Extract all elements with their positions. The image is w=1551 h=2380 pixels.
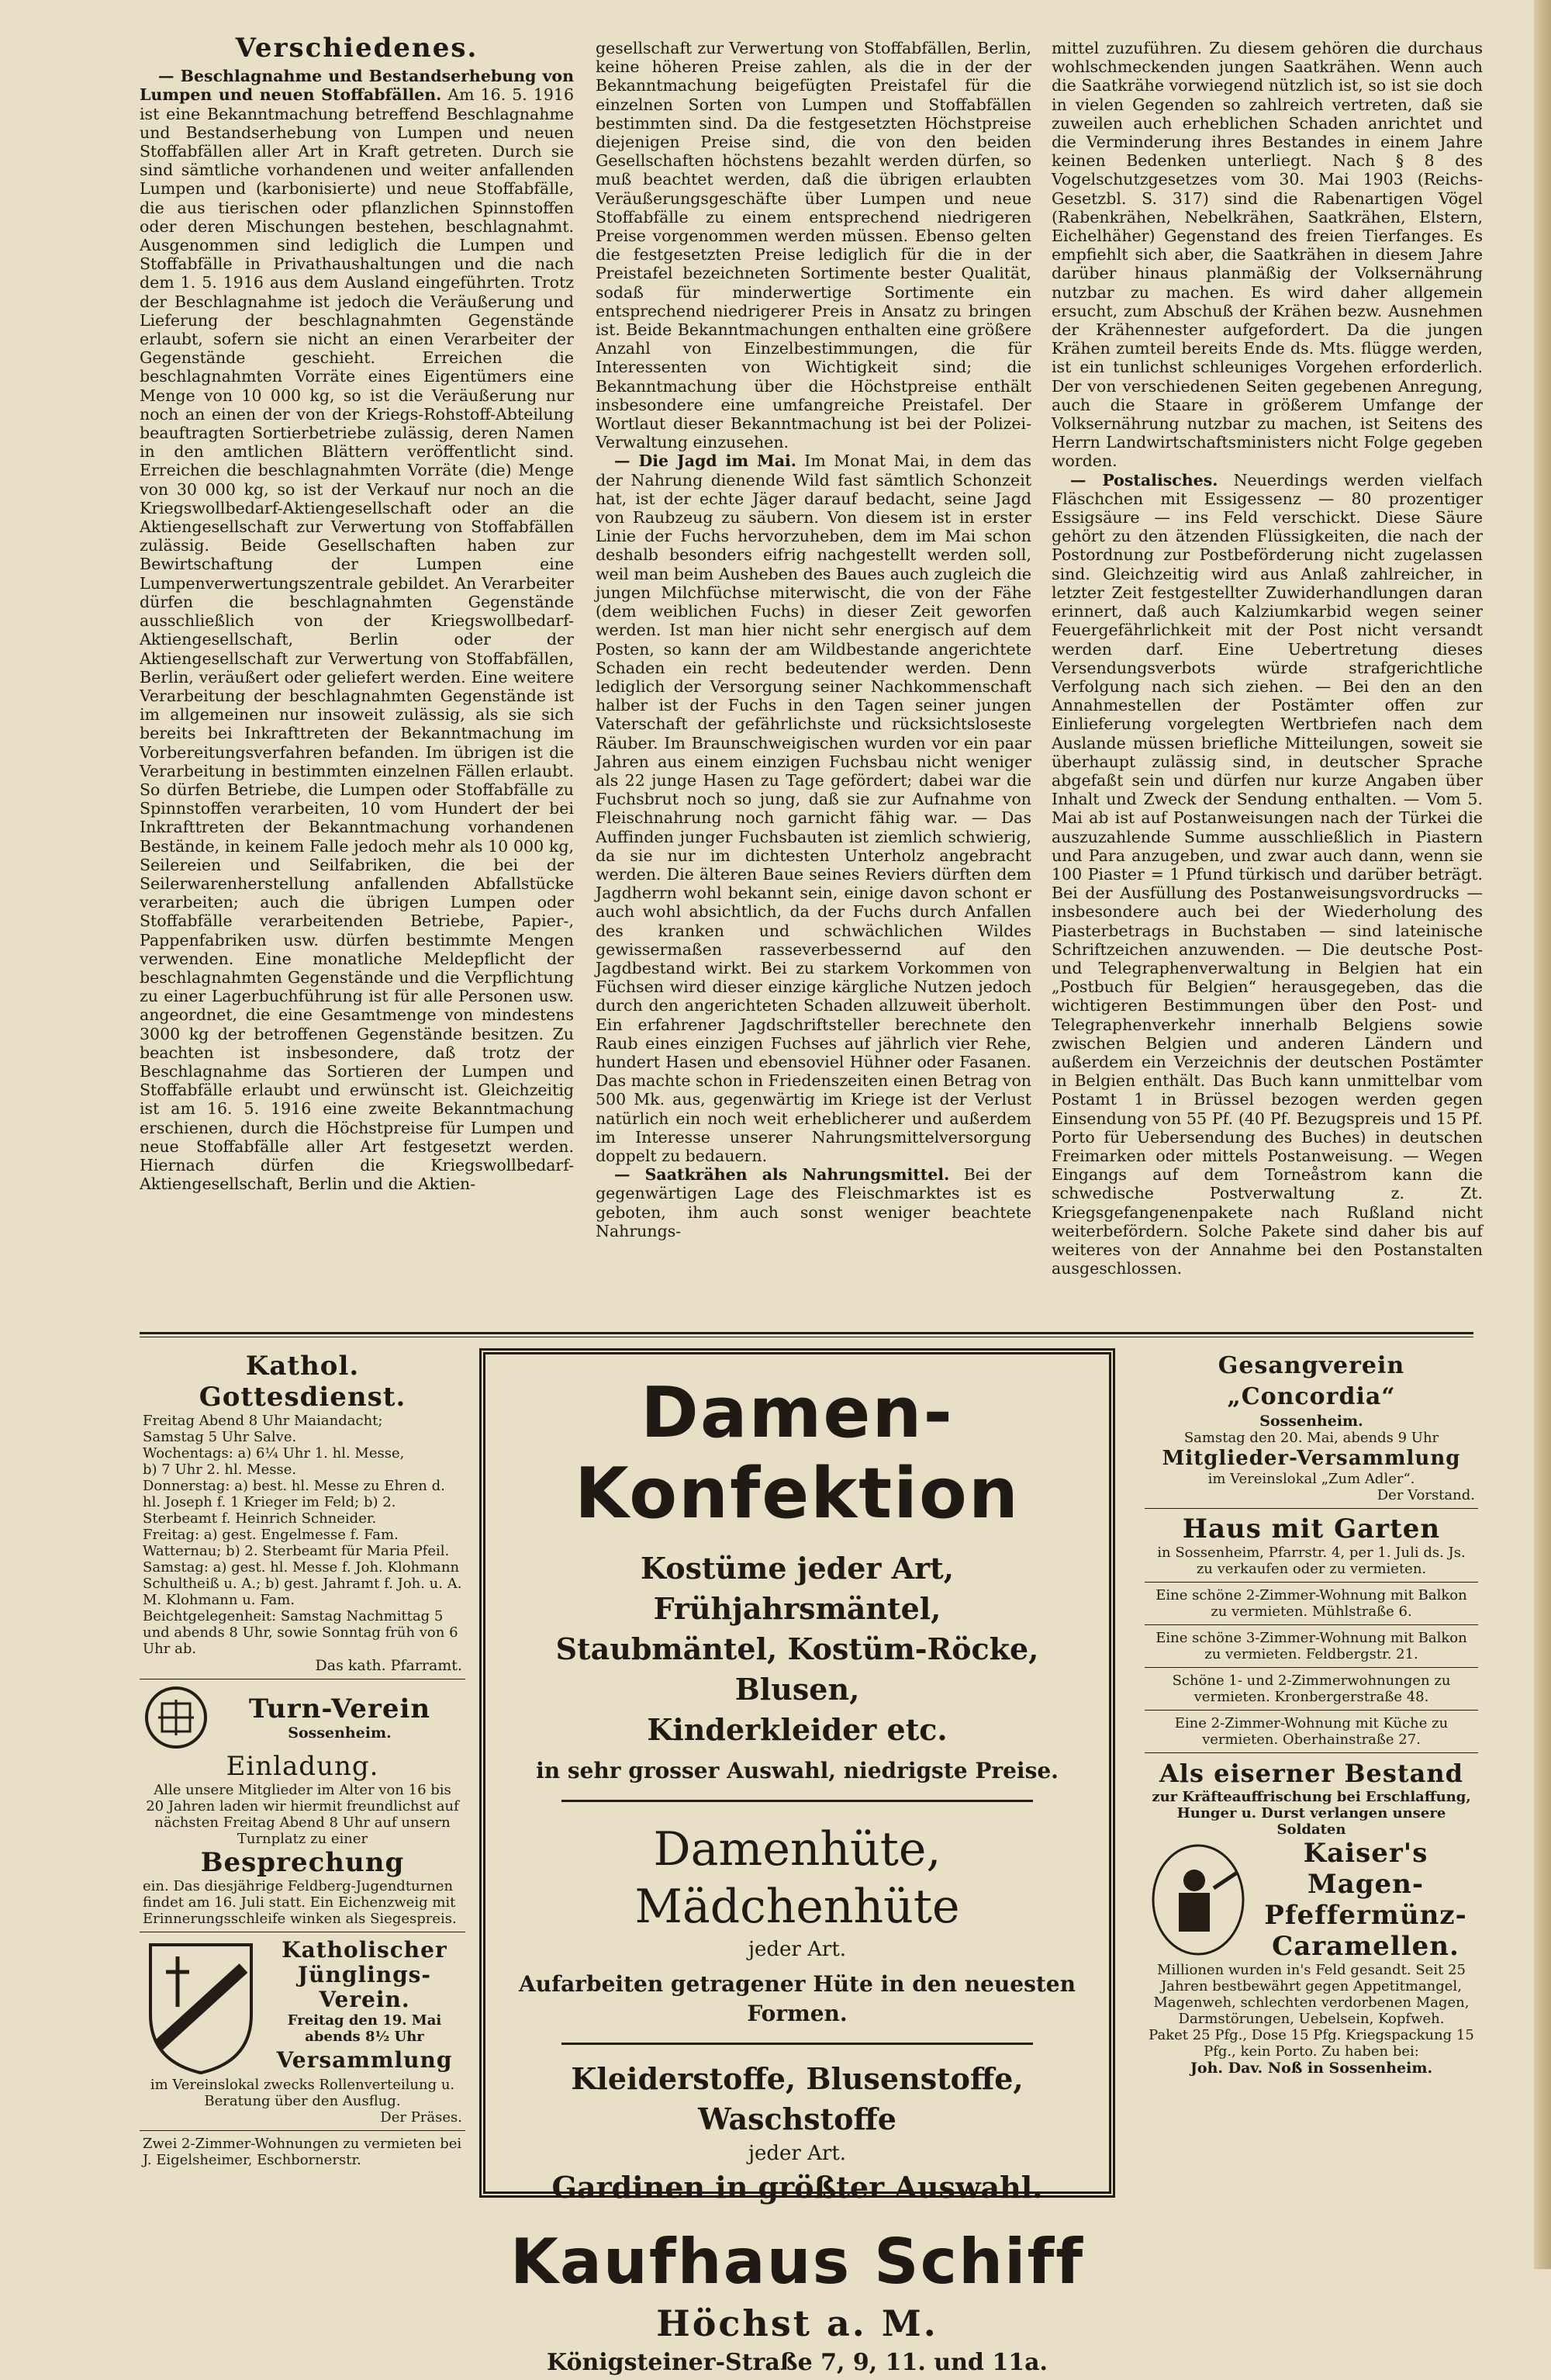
ad-kath-line: Freitag: a) gest. Engelmesse f. Fam. Watternau; b) 2. Sterbeamt für Maria Pfeil. [143, 1527, 450, 1559]
ad-concordia-signature: Der Vorstand. [1377, 1487, 1475, 1503]
ad-main-street: Königsteiner-Straße 7, 9, 11. und 11a. [547, 2349, 1048, 2376]
ad-kath-line: Samstag 5 Uhr Salve. [143, 1429, 297, 1445]
ad-kath-line: Samstag: a) gest. hl. Messe f. Joh. Klohmann Schultheiß u. A.; b) gest. Jahramt f. Joh. u. A. M. Klohmann u. Fam. [143, 1559, 462, 1608]
ad-kaiser-title: Als eiserner Bestand [1159, 1759, 1464, 1788]
ad-kath-signature: Das kath. Pfarramt. [315, 1657, 462, 1674]
ad-main-hats: Damenhüte, Mädchenhüte [634, 1822, 960, 1934]
ad-main-line3: Kinderkleider etc. [647, 1712, 948, 1747]
ad-turn-text: Alle unsere Mitglieder im Alter von 16 bis 20 Jahren laden wir hiermit freundlichst auf nächsten Freitag Abend 8 Uhr auf unsern Turnplatz zu einer [146, 1782, 459, 1847]
ad-small-4: Eine 2-Zimmer-Wohnung mit Küche zu vermieten. Oberhainstraße 27. [1145, 1710, 1478, 1752]
ad-main-line2: Staubmäntel, Kostüm-Röcke, Blusen, [555, 1631, 1039, 1707]
article-jagd [596, 451, 1031, 1165]
shield-emblem-icon [143, 1937, 259, 2077]
ad-main-divider [561, 1800, 1033, 1802]
article-lumpen-body: Am 16. 5. 1916 ist eine Bekanntmachung betreffend Beschlagnahme und Bestandserhebung von Lumpen und neuen Stoffabfällen aller Art in Kraft getreten. Durch sie sind sämtliche vorhandenen und weiter anfallenden Lumpen und (karbonisierte) und neue Stoffabfälle, die aus tierischen oder pflanzlichen Spinnstoffen oder deren Mischungen bestehen, beschlagnahmt. Ausgenommen sind lediglich die Lumpen und Stoffabfälle in Privathaushaltungen und die nach dem 1. 5. 1916 aus dem Ausland eingeführten. Trotz der Beschlagnahme ist jedoch die Veräußerung und Lieferung der beschlagnahmten Gegenstände erlaubt, sofern sie nicht an einen Verarbeiter der Gegenstände geschieht. Erreichen die beschlagnahmten Vorräte eines Eigentümers eine Menge von 10 000 kg, so ist die Veräußerung nur noch an einen der von der Kriegs-Rohstoff-Abteilung beauftragten Sortierbetriebe zulässig, deren Namen in den amtlichen Blättern veröffentlicht sind. Erreichen die beschlagnahmten Vorräte (die) Menge von 30 000 kg, so ist der Verkauf nur noch an die Kriegswollbedarf-Aktiengesellschaft oder an die Aktiengesellschaft zur Verwertung von Stoffabfällen zulässig. Beide Gesellschaften haben zur Bewirtschaftung der Lumpen eine Lumpenverwertungszentrale gebildet. An Verarbeiter dürfen die beschlagnahmten Gegenstände ausschließlich von der Kriegswollbedarf-Aktiengesellschaft, Berlin oder der Aktiengesellschaft zur Verwertung von Stoffabfällen, Berlin, veräußert oder geliefert werden. Eine weitere Verarbeitung der beschlagnahmten Gegenstände ist im allgemeinen nur insoweit zulässig, als sie sich bereits bei Inkrafttreten der Bekanntmachung im Vorbereitungsverfahren befanden. Im übrigen ist die Verarbeitung in bestimmten einzelnen Fällen erlaubt. So dürfen Betriebe, die Lumpen oder Stoffabfälle zu Spinnstoffen verarbeiten, 10 vom Hundert der bei Inkrafttreten der Bekanntmachung vorhandenen Bestände, in keinem Falle jedoch mehr als 10 000 kg, Seilereien und Seilfabriken, die bei der Seilerwarenherstellung anfallenden Abfallstücke verarbeiten; auch die übrigen Lumpen oder Stoffabfälle verarbeitenden Betriebe, Papier-, Pappenfabriken usw. dürfen bestimmte Mengen verwenden. Eine monatliche Meldepflicht der beschlagnahmten Gegenstände und die Verpflichtung zu einer Lagerbuchführung ist für alle Personen usw. angeordnet, die eine Gesamtmenge von mindestens 3000 kg der betroffenen Gegenstände besitzen. Zu beachten ist insbesondere, daß trotz der Beschlagnahme das Sortieren der Lumpen und Stoffabfälle erlaubt und erwünscht ist. Gleichzeitig ist am 16. 5. 1916 eine zweite Bekanntmachung erschienen, durch die Höchstpreise für Lumpen und neue Stoffabfälle aller Art festgesetzt werden. Hiernach dürfen die Kriegswollbedarf-Aktiengesellschaft, Berlin und die Aktien- [140, 85, 575, 1194]
article-lumpen [140, 67, 574, 1193]
ad-kath-line: b) 7 Uhr 2. hl. Messe. [143, 1462, 297, 1478]
ad-main-line1: Kostüme jeder Art, Frühjahrsmäntel, [641, 1551, 954, 1626]
ad-haus-text: in Sossenheim, Pfarrstr. 4, per 1. Juli ds. Js. zu verkaufen oder zu vermieten. [1157, 1545, 1466, 1577]
ad-kath-line: Freitag Abend 8 Uhr Maiandacht; [143, 1413, 383, 1429]
ad-kaiser-product2: Pfeffermünz- [1264, 1900, 1467, 1931]
ad-kath-gottesdienst [140, 1346, 465, 1679]
ad-kaiser-text: Millionen wurden in's Feld gesandt. Seit 25 Jahren bestbewährt gegen Appetitmangel, Magenweh, schlechten verdorbenen Magen, Darmstörungen, Uebelsein, Kopfweh. [1153, 1962, 1470, 2027]
article-lumpen-headline: — Beschlagnahme und Bestandserhebung von Lumpen und neuen Stoffabfällen. [140, 67, 574, 105]
article-column-1 [140, 33, 575, 1194]
ads-right-column [1145, 1346, 1478, 2081]
ad-kaiser [1145, 1752, 1478, 2081]
ad-kath-line: Wochentags: a) 6¼ Uhr 1. hl. Messe, [143, 1445, 405, 1462]
ad-concordia-place: Sossenheim. [1259, 1413, 1363, 1430]
page-edge [1534, 0, 1551, 2269]
ad-haus [1145, 1508, 1478, 1582]
ad-main-divider [561, 2043, 1033, 2045]
section-title: Verschiedenes. [235, 33, 478, 64]
article-postalisches-body: Neuerdings werden vielfach Fläschchen mit Essigessenz — 80 prozentiger Essigsäure — ins Feld verschickt. Diese Säure gehört zu den ätzenden Flüssigkeiten, die nach der Postordnung zur Postbeförderung nicht zugelassen sind. Gleichzeitig wird aus Anlaß zahlreicher, in letzter Zeit festgestellter Zuwiderhandlungen daran erinnert, daß auch Kalziumkarbid wegen seiner Feuergefährlichkeit mit der Post nicht versandt werden darf. Eine Uebertretung dieses Versendungsverbots würde strafgerichtliche Verfolgung nach sich ziehen. — Bei den an den Annahmestellen der Postämter offen zur Einlieferung vorgelegten Wertbriefen nach dem Auslande müssen briefliche Mitteilungen, soweit sie überhaupt zulässig sind, in deutscher Sprache abgefaßt sein und dürfen nur kurze Angaben über Inhalt und Zweck der Sendung enthalten. — Vom 5. Mai ab ist auf Postanweisungen nach der Türkei die auszuzahlende Summe ausschließlich in Piastern und Para anzugeben, und zwar auch dann, wenn sie 100 Piaster = 1 Pfund türkisch und darüber beträgt. Bei der Ausfüllung des Postanweisungsvordrucks — insbesondere auch bei der Wiederholung des Piasterbetrags in Buchstaben — sind lateinische Schriftzeichen anzuwenden. — Die deutsche Post- und Telegraphenverwaltung in Belgien hat ein „Postbuch für Belgien“ herausgegeben, das die wichtigeren Bestimmungen über den Post- und Telegraphenverkehr innerhalb Belgiens sowie zwischen Belgien und anderen Ländern und außerdem ein Verzeichnis der deutschen Postämter in Belgien enthält. Das Buch kann unmittelbar vom Postamt 1 in Brüssel bezogen werden gegen Einsendung von 55 Pf. (40 Pf. Bezugspreis und 15 Pf. Porto für Uebersendung des Buches) in deutschen Freimarken oder mittels Postanweisung. — Wegen Eingangs auf dem Torneåstrom kann die schwedische Postverwaltung z. Zt. Kriegsgefangenenpakete nach Rußland nicht weiterbefördern. Solche Pakete sind daher bis auf weiteres von der Annahme bei den Postanstalten ausgeschlossen. [1052, 470, 1483, 1278]
ad-main-line4: in sehr grosser Auswahl, niedrigste Preise. [536, 1758, 1059, 1783]
ad-kaiser-dealer: Joh. Dav. Noß in Sossenheim. [1190, 2060, 1433, 2077]
article-jagd-body: Im Monat Mai, in dem das der Nahrung dienende Wild fast sämtlich Schonzeit hat, ist der echte Jäger darauf bedacht, seine Jagd von Raubzeug zu säubern. Von diesem ist in erster Linie der Fuchs hervorzuheben, dem im Mai schon deshalb besonders eifrig nachgestellt werden soll, weil man beim Ausheben des Baues auch zugleich die jungen Milchfüchse miterwischt, die von der Fähe (dem weiblichen Fuchs) in dieser Zeit geworfen werden. Ist man hier nicht sehr energisch auf dem Posten, so kann der am Wildbestande angerichtete Schaden ein recht bedeutender werden. Denn lediglich der Versorgung seiner Nachkommenschaft halber ist der Fuchs in den Tagen seiner jungen Vaterschaft der gefährlichste und rücksichtsloseste Räuber. Im Braunschweigischen wurden vor ein paar Jahren aus einem einzigen Fuchsbau nicht weniger als 22 junge Hasen zu Tage gefördert; dabei war die Fuchsbrut noch so jung, daß sie zur Aufnahme von Fleischnahrung noch garnicht fähig war. — Das Auffinden junger Fuchsbauten ist ziemlich schwierig, da sie nur im dichtesten Unterholz angebracht werden. Die älteren Baue seines Reviers dürften dem Jagdherrn wohl bekannt sein, einige davon schont er auch wohl absichtlich, da der Fuchs durch Anfallen des kranken und schwächlichen Wildes gewissermaßen rasseverbessernd auf den Jagdbestand wirkt. Bei zu starkem Vorkommen von Füchsen wird dieser einzige kärgliche Nutzen jedoch durch den angerichteten Schaden allzuweit überholt. Ein erfahrener Jagdschriftsteller berechnete den Raub eines einzigen Fuchses auf jährlich vier Rehe, hundert Hasen und ebensoviel Hühner oder Fasanen. Das machte schon in Friedenszeiten einen Betrag von 500 Mk. aus, gegenwärtig im Kriege ist der Verlust natürlich ein noch weit erheblicherer und außerdem im Interesse unserer Nahrungsmittelversorgung doppelt zu bedauern. [596, 451, 1031, 1165]
kaiser-illustration-icon [1148, 1842, 1249, 1958]
ad-main-title: Damen-Konfektion [575, 1372, 1020, 1534]
ad-kaiser-product1: Magen- [1307, 1869, 1424, 1900]
ad-jugend-event: Versammlung [276, 2047, 453, 2073]
ad-turn-invite: Einladung. [226, 1751, 379, 1782]
divider-rule [140, 1332, 1473, 1334]
ad-kath-line: Beichtgelegenheit: Samstag Nachmittag 5 und abends 8 Uhr, sowie Sonntag früh von 6 Uhr ab. [143, 1608, 458, 1657]
ad-haus-title: Haus mit Garten [1182, 1513, 1441, 1545]
ad-turn-title: Turn-Verein [248, 1693, 431, 1724]
ad-concordia-loc: im Vereinslokal „Zum Adler“. [1207, 1471, 1415, 1487]
ad-main-any2: jeder Art. [748, 2142, 847, 2165]
ad-main-city: Höchst a. M. [656, 2302, 938, 2344]
ad-juenglingsverein [140, 1932, 465, 2130]
ad-jugend-signature: Der Präses. [380, 2109, 462, 2126]
article-column-2 [596, 39, 1031, 1240]
article-column-3 [1052, 39, 1483, 1278]
article-jagd-headline: — Die Jagd im Mai. [614, 451, 796, 471]
turnverein-emblem-icon [143, 1684, 209, 1751]
ad-jugend-text: im Vereinslokal zwecks Rollenverteilung u. Beratung über den Ausflug. [150, 2077, 455, 2109]
ad-turnverein [140, 1679, 465, 1932]
ad-concordia [1145, 1346, 1478, 1508]
article-saatkraehen-headline: — Saatkrähen als Nahrungsmittel. [614, 1165, 950, 1185]
ad-main-hats2: Aufarbeiten getragener Hüte in den neuesten Formen. [519, 1971, 1076, 2026]
ad-turn-text2: ein. Das diesjährige Feldberg-Jugendturnen findet am 16. Juli statt. Ein Eichenzweig mit Erinnerungsschleife winken als Siegespreis. [143, 1878, 457, 1927]
ad-kaiser-price: Paket 25 Pfg., Dose 15 Pfg. Kriegspackung 15 Pfg., kein Porto. Zu haben bei: [1149, 2027, 1474, 2060]
ad-kath-title: Kathol. Gottesdienst. [199, 1351, 406, 1413]
article-lumpen-cont: gesellschaft zur Verwertung von Stoffabfällen, Berlin, keine höheren Preise zahlen, als die in der der Bekanntmachung beigefügten Preistafel für die einzelnen Sorten von Lumpen und Stoffabfällen bestimmten sind. Da die festgesetzten Höchstpreise diejenigen Preise sind, die von den beiden Gesellschaften höchstens bezahlt werden dürfen, so muß beachtet werden, daß die übrigen erlaubten Veräußerungsgeschäfte über Lumpen und neue Stoffabfälle zu einem entsprechend niedrigeren Preise vorgenommen werden müssen. Ebenso gelten die festgesetzten Preise lediglich für die in der Preistafel bezeichneten Sortimente bester Qualität, sodaß für minderwertige Sortimente ein entsprechend niedrigerer Preis in Ansatz zu bringen ist. Beide Bekanntmachungen enthalten eine größere Anzahl von Einzelbestimmungen, die für Interessenten von Wichtigkeit sind; die Bekanntmachung über die Höchstpreise enthält insbesondere eine umfangreiche Preistafel. Der Wortlaut dieser Bekanntmachung ist bei der Polizei-Verwaltung einzusehen. [596, 39, 1031, 452]
ad-main-any: jeder Art. [748, 1938, 847, 1961]
ad-turn-event: Besprechung [200, 1847, 405, 1878]
ad-main-curtains: Gardinen in größter Auswahl. [551, 2170, 1043, 2205]
ad-concordia-event: Mitglieder-Versammlung [1162, 1447, 1461, 1470]
ads-left-column [140, 1346, 465, 2173]
article-saatkraehen [596, 1165, 1031, 1240]
ad-kaiser-brand: Kaiser's [1303, 1838, 1428, 1869]
article-postalisches-headline: — Postalisches. [1070, 470, 1218, 489]
ad-concordia-date: Samstag den 20. Mai, abends 9 Uhr [1183, 1430, 1439, 1446]
ad-kaiser-sub: zur Kräfteauffrischung bei Erschlaffung, Hunger u. Durst verlangen unsere Soldaten [1152, 1789, 1471, 1838]
ad-kaiser-product3: Caramellen. [1272, 1931, 1459, 1962]
ad-small-1: Eine schöne 2-Zimmer-Wohnung mit Balkon zu vermieten. Mühlstraße 6. [1145, 1582, 1478, 1624]
ad-jugend-title: Katholischer Jünglings-Verein. [282, 1937, 447, 2012]
ad-kath-line: Donnerstag: a) best. hl. Messe zu Ehren d. hl. Joseph f. 1 Krieger im Feld; b) 2. Sterbeamt f. Heinrich Schneider. [143, 1478, 445, 1527]
ad-jugend-date: Freitag den 19. Mai abends 8½ Uhr [287, 2012, 442, 2045]
ad-kaufhaus-schiff [479, 1348, 1115, 2376]
ad-concordia-title: Gesangverein „Concordia“ [1218, 1352, 1405, 1410]
ad-small-3: Schöne 1- und 2-Zimmerwohnungen zu vermieten. Kronbergerstraße 48. [1145, 1667, 1478, 1710]
ad-small-2: Eine schöne 3-Zimmer-Wohnung mit Balkon zu vermieten. Feldbergstr. 21. [1145, 1624, 1478, 1667]
ad-main-shop: Kaufhaus Schiff [510, 2226, 1085, 2298]
ad-main-fabrics: Kleiderstoffe, Blusenstoffe, Waschstoffe [571, 2061, 1024, 2136]
article-saatkraehen-cont: mittel zuzuführen. Zu diesem gehören die durchaus wohlschmeckenden jungen Saatkrähen. Wenn auch die Saatkrähe vorwiegend nützlich ist, so ist sie doch in vielen Gegenden so zahlreich vertreten, daß sie zuweilen auch erheblichen Schaden anrichtet und die Verminderung ihres Bestandes in einem Jahre keinen Bedenken unterliegt. Nach § 8 des Vogelschutzgesetzes vom 30. Mai 1903 (Reichs-Gesetzbl. S. 317) sind die Rabenartigen Vögel (Rabenkrähen, Nebelkrähen, Saatkrähen, Elstern, Eichelhäher) Gegenstand des freien Tierfanges. Es empfiehlt sich aber, die Saatkrähen in diesem Jahre darüber hinaus planmäßig der Volksernährung nutzbar zu machen. Es wird daher allgemein ersucht, zum Abschuß der Krähen bezw. Ausnehmen der Krähennester aufgefordert. Da die jungen Krähen zumteil bereits Ende ds. Mts. flügge werden, ist ein tunlichst schleuniges Vorgehen erforderlich. Der von verschiedenen Seiten gegebenen Anregung, auch die Staare in größerem Umfange der Volksernährung nutzbar zu machen, ist Seitens des Herrn Landwirtschaftsministers nicht Folge gegeben worden. [1052, 39, 1483, 471]
article-saatkraehen-body: Bei der gegenwärtigen Lage des Fleischmarktes ist es geboten, ihm auch sonst weniger beachtete Nahrungs- [596, 1165, 1031, 1240]
ad-turn-place: Sossenheim. [288, 1724, 392, 1742]
ad-wohnung-left: Zwei 2-Zimmer-Wohnungen zu vermieten bei J. Eigelsheimer, Eschbornerstr. [140, 2130, 465, 2173]
article-postalisches [1052, 471, 1483, 1278]
